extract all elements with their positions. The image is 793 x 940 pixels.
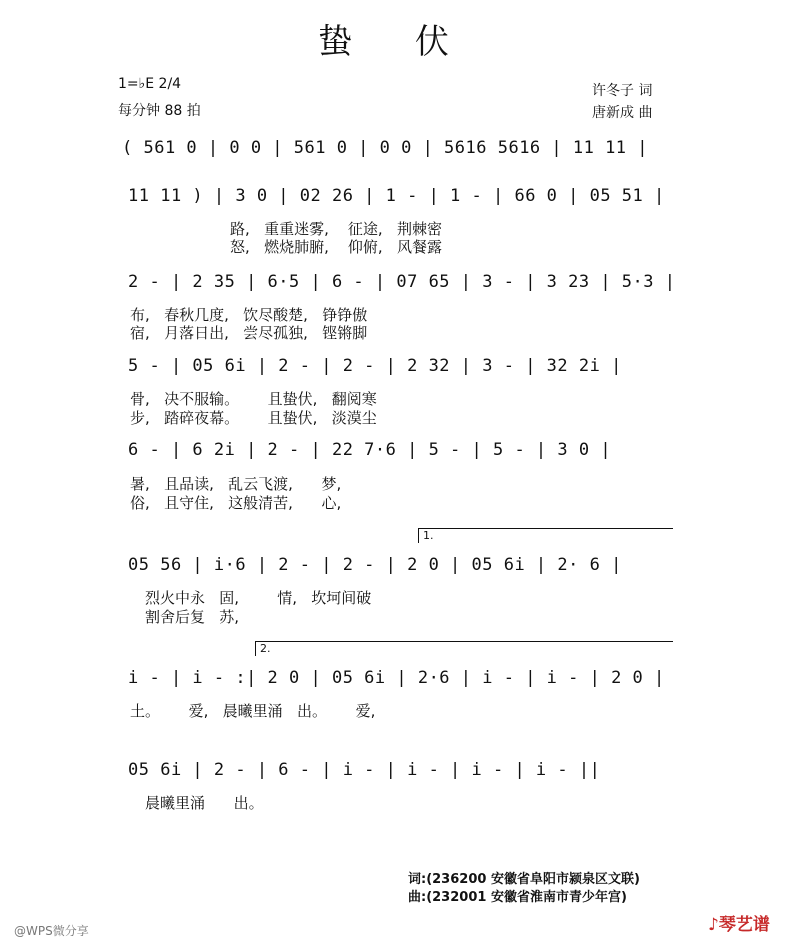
lyrics-row-6-verse-2: 割舍后复 苏, [145,608,240,626]
logo-icon: ♪ [708,915,719,935]
notation-row-8: 05 6i | 2 - | 6 - | i - | i - | i - | i - || [128,760,601,780]
notation-row-3: 2 - | 2 35 | 6·5 | 6 - | 07 65 | 3 - | 3 23 | 5·3 | [128,272,676,292]
page-title: 蛰 伏 [318,22,475,62]
notation-row-6: 05 56 | i·6 | 2 - | 2 - | 2 0 | 05 6i | 2· 6 | [128,555,622,575]
lyrics-row-5-verse-1: 暑, 且品读, 乱云飞渡, 梦, [130,475,342,493]
lyricist-address: 词:(236200 安徽省阜阳市颍泉区文联) [408,872,640,887]
lyrics-row-7-verse-1: 土。 爱, 晨曦里涌 出。 爱, [130,702,376,720]
wps-watermark: @WPS微分享 [14,924,89,938]
lyrics-row-4-verse-1: 骨, 决不服输。 且蛰伏, 翻阅寒 [130,390,377,408]
volta-first-ending: 1. [418,528,673,543]
lyrics-row-3-verse-1: 布, 春秋几度, 饮尽酸楚, 铮铮傲 [130,306,368,324]
notation-row-5: 6 - | 6 2i | 2 - | 22 7·6 | 5 - | 5 - | 3 0 | [128,440,612,460]
notation-row-1: ( 561 0 | 0 0 | 561 0 | 0 0 | 5616 5616 | 11 11 | [122,138,649,158]
tempo-marking: 每分钟 88 拍 [118,103,201,119]
volta-second-ending: 2. [255,641,673,656]
notation-row-7: i - | i - :| 2 0 | 05 6i | 2·6 | i - | i - | 2 0 | [128,668,665,688]
composer-address: 曲:(232001 安徽省淮南市青少年宫) [408,890,627,905]
lyricist-credit: 许冬子 词 [592,83,653,99]
lyrics-row-6-verse-1: 烈火中永 固, 情, 坎坷间破 [145,589,372,607]
lyrics-row-4-verse-2: 步, 踏碎夜幕。 且蛰伏, 淡漠尘 [130,409,377,427]
notation-row-4: 5 - | 05 6i | 2 - | 2 - | 2 32 | 3 - | 32 2i | [128,356,622,376]
qinyipu-logo: ♪琴艺谱 [708,915,770,935]
lyrics-row-2-verse-2: 怒, 燃烧肺腑, 仰俯, 风餐露 [230,238,442,256]
lyrics-row-5-verse-2: 俗, 且守住, 这般清苦, 心, [130,494,342,512]
notation-row-2: 11 11 ) | 3 0 | 02 26 | 1 - | 1 - | 66 0 | 05 51 | [128,186,665,206]
lyrics-row-8-verse-1: 晨曦里涌 出。 [145,794,264,812]
composer-credit: 唐新成 曲 [592,105,653,121]
lyrics-row-2-verse-1: 路, 重重迷雾, 征途, 荆棘密 [230,220,442,238]
lyrics-row-3-verse-2: 宿, 月落日出, 尝尽孤独, 铿锵脚 [130,324,368,342]
key-signature: 1=♭E 2/4 [118,76,182,92]
